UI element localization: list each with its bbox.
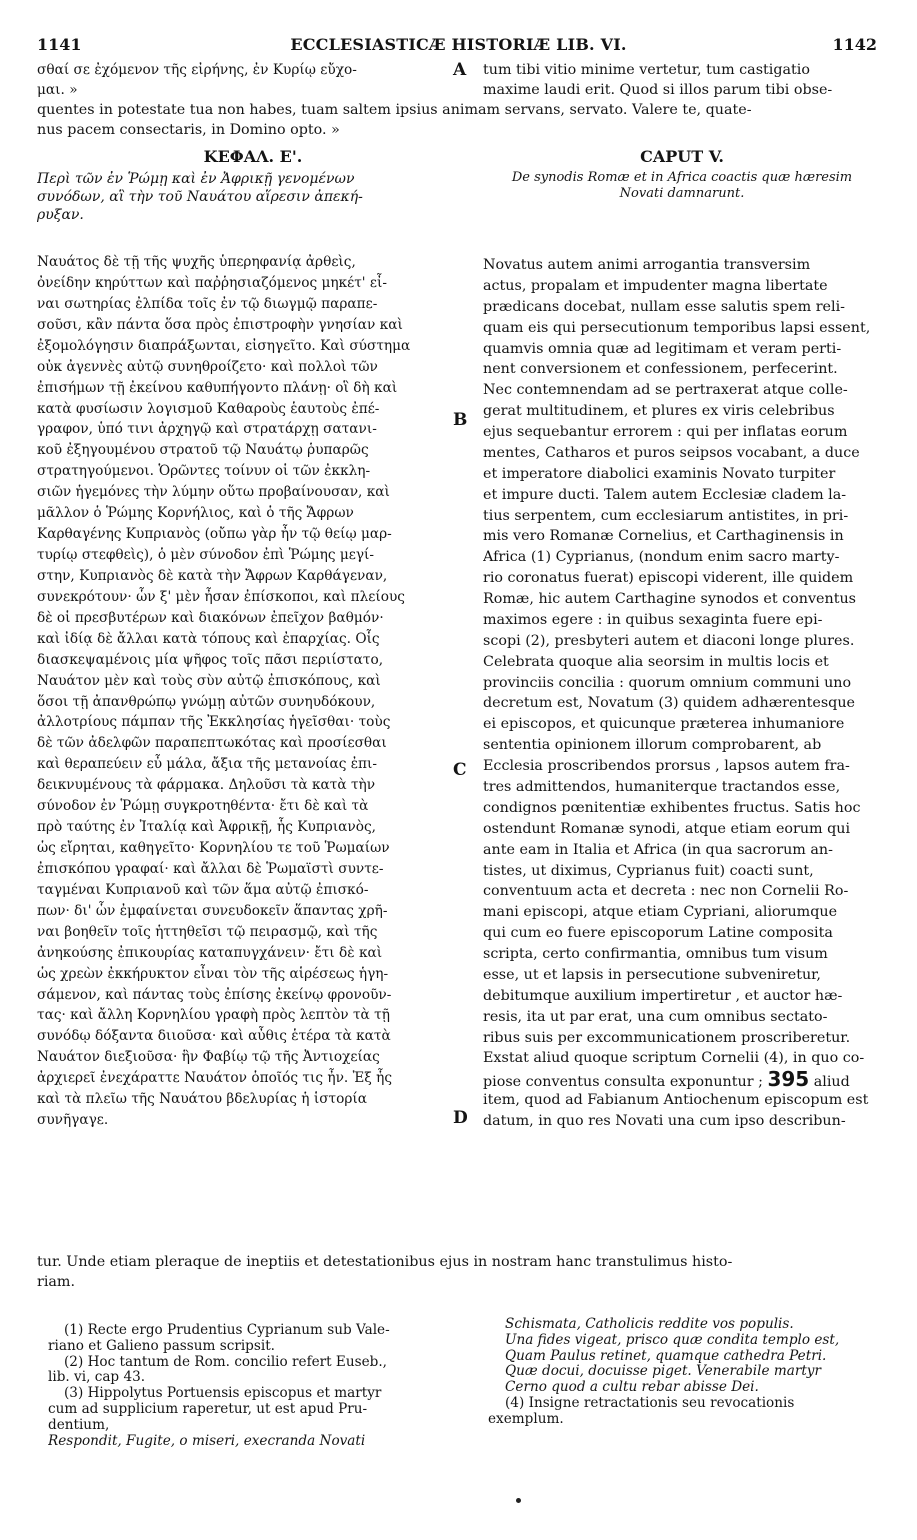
greek-body-line: σύνοδον ἐν Ῥώμῃ συγκροτηθέντα· ἔτι δὲ καὶ τὰ — [37, 798, 369, 814]
greek-body-line: ἀνηκούσης ἐπικουρίας καταπυγχάνειν· ἔτι δὲ καὶ — [37, 945, 383, 961]
margin-letter: A — [453, 60, 467, 80]
greek-body-line: δὲ οἱ πρεσβυτέρων καὶ διακόνων ἐπεῖχον βαθμόν· — [37, 610, 384, 626]
footnote-right-line: Una fides vigeat, prisco quæ condita templo est, — [505, 1332, 840, 1348]
latin-body-line: nent conversionem et confessionem, perfecerint. — [483, 361, 838, 377]
greek-body-line: ἀλλοτρίους πάμπαν τῆς Ἐκκλησίας ἡγεῖσθαι· τοὺς — [37, 714, 391, 730]
footnote-left-line: lib. vi, cap 43. — [48, 1369, 146, 1385]
greek-body-line: ἐπισήμων τῇ ἐκείνου καθυπήγοντο πλάνῃ· οἳ δὴ καὶ — [37, 380, 398, 396]
footnote-right-line: Cerno quod a cultu rebar abisse Dei. — [505, 1379, 759, 1395]
latin-body-line: Celebrata quoque alia seorsim in multis locis et — [483, 654, 829, 670]
greek-body-line: κατὰ φυσίωσιν λογισμοῦ Καθαροὺς ἑαυτοὺς ἐπέ- — [37, 401, 380, 417]
greek-body-line: ἐπισκόπου γραφαί· καὶ ἄλλαι δὲ Ῥωμαϊστὶ συντε- — [37, 861, 384, 877]
latin-body-line: tres admittendos, humaniterque tractandos esse, — [483, 779, 841, 795]
greek-body-line: ὀνείδην κηρύττων καὶ παῤῥησιαζόμενος μηκέτ' εἶ- — [37, 275, 387, 291]
latin-body-line: scripta, certo confirmantia, omnibus tum visum — [483, 946, 828, 962]
latin-chapter-subtitle: Novati damnarunt. — [619, 186, 745, 201]
footnote-right-line: exemplum. — [488, 1411, 564, 1427]
latin-body-line: tius serpentem, cum ecclesiarum antistites, in pri- — [483, 508, 849, 524]
latin-body-line: sententia opinionem illorum comprobarent, ab — [483, 737, 822, 753]
full-width-line: quentes in potestate tua non habes, tuam saltem ipsius animam servans, servato. Valere te, quate- — [37, 102, 752, 118]
latin-body-line: quamvis omnia quæ ad legitimam et veram perti- — [483, 341, 842, 357]
right-page-number: 1142 — [832, 35, 877, 54]
latin-body-line: et impure ducti. Talem autem Ecclesiæ cladem la- — [483, 487, 847, 503]
latin-chapter-title: CAPUT V. — [640, 147, 724, 166]
latin-body-line: debitumque auxilium impertiretur , et auctor hæ- — [483, 988, 843, 1004]
latin-body-line: ejus sequebantur errorem : qui per inflatas eorum — [483, 424, 848, 440]
latin-body-text-tail: aliud — [813, 1074, 850, 1090]
footnote-right-line: Quæ docui, docuisse piget. Venerabile martyr — [505, 1363, 821, 1379]
margin-letter: D — [453, 1108, 468, 1128]
latin-body-line: conventuum acta et decreta : nec non Cornelii Ro- — [483, 883, 849, 899]
latin-body-line: Africa (1) Cyprianus, (nondum enim sacro marty- — [483, 549, 840, 565]
latin-body-line — [483, 1069, 881, 1092]
greek-body-line: οὐκ ἀγεννὲς αὐτῷ συνηθροίζετο· καὶ πολλοὶ τῶν — [37, 359, 378, 375]
latin-body-line: Nec contemnendam ad se pertraxerat atque colle- — [483, 382, 848, 398]
greek-body-line: Ναυάτον μὲν καὶ τοὺς σὺν αὐτῷ ἐπισκόπους, καὶ — [37, 673, 381, 689]
footnote-left-line: cum ad supplicium raperetur, ut est apud Pru- — [48, 1401, 368, 1417]
footnote-right-line: Schismata, Catholicis reddite vos populis. — [505, 1316, 794, 1332]
latin-body-line: actus, propalam et impudenter magna libertate — [483, 278, 828, 294]
greek-body-line: δεικνυμένους τὰ φάρμακα. Δηλοῦσι τὰ κατὰ τὴν — [37, 777, 376, 793]
greek-body-line: Καρθαγένης Κυπριανὸς (οὔπω γὰρ ἦν τῷ θείῳ μαρ- — [37, 526, 392, 542]
ornament-dot — [516, 1498, 521, 1503]
greek-body-line: ὡς εἴρηται, καθηγεῖτο· Κορνηλίου τε τοῦ Ῥωμαίων — [37, 840, 390, 856]
latin-body-line: Romæ, hic autem Carthagine synodos et conventus — [483, 591, 857, 607]
latin-body-line: rio coronatus fuerat) episcopi viderent, ille quidem — [483, 570, 854, 586]
greek-body-line: ἀρχιερεῖ ἐνεχάραττε Ναυάτον ὁποῖός τις ἦν. Ἐξ ἧς — [37, 1070, 393, 1086]
latin-body-line: ribus suis per excommunicationem proscriberetur. — [483, 1030, 851, 1046]
greek-body-line: ἐξομολόγησιν διαπράξωνται, εἰσηγεῖτο. Καὶ σύστημα — [37, 338, 411, 354]
latin-body-line: mani episcopi, atque etiam Cypriani, aliorumque — [483, 904, 838, 920]
greek-body-line: ναι σωτηρίας ἐλπίδα τοῖς ἐν τῷ διωγμῷ παραπε- — [37, 296, 378, 312]
footnote-left-line: (3) Hippolytus Portuensis episcopus et martyr — [64, 1385, 382, 1401]
greek-body-line: δὲ τῶν ἀδελφῶν παραπεπτωκότας καὶ προσίεσθαι — [37, 735, 387, 751]
edition-page-number: 395 — [767, 1069, 810, 1091]
footnote-left-line: riano et Galieno passum scripsit. — [48, 1338, 275, 1354]
greek-chapter-subtitle: Περὶ τῶν ἐν Ῥώμῃ καὶ ἐν Ἀφρικῇ γενομένων — [37, 171, 355, 187]
latin-body-text: piose conventus consulta exponuntur ; — [483, 1074, 763, 1090]
latin-body-line: ostendunt Romanæ synodi, atque etiam eorum qui — [483, 821, 851, 837]
latin-body-line: quam eis qui persecutionum temporibus lapsi essent, — [483, 320, 871, 336]
greek-body-line: γραφον, ὑπό τινι ἀρχηγῷ καὶ στρατάρχῃ σατανι- — [37, 421, 377, 437]
closing-line: riam. — [37, 1274, 76, 1290]
greek-chapter-subtitle: ρυξαν. — [37, 207, 84, 223]
footnote-right-line: (4) Insigne retractationis seu revocationis — [505, 1395, 795, 1411]
greek-body-line: πων· δι' ὧν ἐμφαίνεται συνευδοκεῖν ἅπαντας χρῆ- — [37, 903, 388, 919]
greek-body-line: τυρίῳ στεφθεὶς), ὁ μὲν σύνοδον ἐπὶ Ῥώμης μεγί- — [37, 547, 375, 563]
footnote-left-line: dentium, — [48, 1417, 110, 1433]
greek-body-line: τας· καὶ ἄλλη Κορνηλίου γραφὴ πρὸς λεπτὸν τὰ τῇ — [37, 1007, 390, 1023]
greek-body-line: ὅσοι τῇ ἀπανθρώπῳ γνώμῃ αὐτῶν συνηυδόκουν, — [37, 694, 376, 710]
greek-body-line: Ναυάτος δὲ τῇ τῆς ψυχῆς ὑπερηφανίᾳ ἀρθεὶς, — [37, 254, 356, 270]
latin-top-line: maxime laudi erit. Quod si illos parum tibi obse- — [483, 82, 833, 98]
latin-body-line: gerat multitudinem, et plures ex viris celebribus — [483, 403, 835, 419]
greek-body-line: καὶ θεραπεύειν εὖ μάλα, ἄξια τῆς μετανοίας ἐπι- — [37, 756, 378, 772]
greek-body-line: Ναυάτον διεξιοῦσα· ἣν Φαβίῳ τῷ τῆς Ἀντιοχείας — [37, 1049, 380, 1065]
latin-body-line: decretum est, Novatum (3) quidem adhærentesque — [483, 695, 856, 711]
greek-body-line: συνεκρότουν· ὧν ξ' μὲν ἦσαν ἐπίσκοποι, καὶ πλείους — [37, 589, 405, 605]
footnote-left-line: (2) Hoc tantum de Rom. concilio refert Euseb., — [64, 1354, 387, 1370]
running-title: ECCLESIASTICÆ HISTORIÆ LIB. VI. — [290, 35, 627, 54]
latin-body-line: qui cum eo fuere episcoporum Latine composita — [483, 925, 833, 941]
footnote-left-line: (1) Recte ergo Prudentius Cyprianum sub Vale- — [64, 1322, 390, 1338]
latin-body-line: Novatus autem animi arrogantia transversim — [483, 257, 811, 273]
greek-body-line: μᾶλλον ὁ Ῥώμης Κορνήλιος, καὶ ὁ τῆς Ἄφρων — [37, 505, 354, 521]
left-page-number: 1141 — [37, 35, 82, 54]
latin-body-line: scopi (2), presbyteri autem et diaconi longe plures. — [483, 633, 855, 649]
greek-body-line: διασκεψαμένοις μία ψῆφος τοῖς πᾶσι περιίστατο, — [37, 652, 384, 668]
latin-body-line: condignos pœnitentiæ exhibentes fructus. Satis hoc — [483, 800, 861, 816]
latin-body-line: mis vero Romanæ Cornelius, et Carthaginensis in — [483, 528, 844, 544]
greek-body-line: στην, Κυπριανὸς δὲ κατὰ τὴν Ἄφρων Καρθάγεναν, — [37, 568, 388, 584]
latin-body-line: provinciis concilia : quorum omnium communi uno — [483, 675, 852, 691]
latin-body-line: datum, in quo res Novati una cum ipso describun- — [483, 1113, 846, 1129]
footnote-left-line: Respondit, Fugite, o miseri, execranda Novati — [48, 1433, 366, 1449]
latin-body-line: ante eam in Italia et Africa (in qua sacrorum an- — [483, 842, 833, 858]
latin-body-line: item, quod ad Fabianum Antiochenum episcopum est — [483, 1092, 869, 1108]
greek-body-line: σιῶν ἡγεμόνες τὴν λύμην οὕτω προβαίνουσαν, καὶ — [37, 484, 390, 500]
closing-line: tur. Unde etiam pleraque de ineptiis et detestationibus ejus in nostram hanc transtulimus histo- — [37, 1254, 733, 1270]
greek-body-line: κοῦ ἐξηγουμένου στρατοῦ τῷ Ναυάτῳ ῥυπαρῶς — [37, 442, 369, 458]
greek-body-line: συνῆγαγε. — [37, 1112, 109, 1128]
latin-body-line: Exstat aliud quoque scriptum Cornelii (4), in quo co- — [483, 1050, 865, 1066]
greek-chapter-subtitle: συνόδων, αἳ τὴν τοῦ Ναυάτου αἵρεσιν ἀπεκή- — [37, 189, 363, 205]
full-width-line: nus pacem consectaris, in Domino opto. » — [37, 122, 340, 138]
greek-body-line: σάμενον, καὶ πάντας τοὺς ἐπίσης ἐκείνῳ φρονοῦν- — [37, 987, 392, 1003]
latin-chapter-subtitle: De synodis Romæ et in Africa coactis quæ hæresim — [511, 170, 853, 185]
greek-body-line: καὶ τὰ πλεῖω τῆς Ναυάτου βδελυρίας ἡ ἱστορία — [37, 1091, 368, 1107]
margin-letter: B — [453, 410, 468, 430]
latin-top-line: tum tibi vitio minime vertetur, tum castigatio — [483, 62, 810, 78]
greek-top-line: μαι. » — [37, 82, 78, 98]
greek-body-line: καὶ ἰδίᾳ δὲ ἄλλαι κατὰ τόπους καὶ ἐπαρχίας. Οἷς — [37, 631, 380, 647]
latin-body-line: esse, ut et lapsis in persecutione subveniretur, — [483, 967, 821, 983]
greek-body-line: ναι βοηθεῖν τοῖς ἡττηθεῖσι τῷ πειρασμῷ, καὶ τῆς — [37, 924, 378, 940]
footnote-right-line: Quam Paulus retinet, quamque cathedra Petri. — [505, 1348, 827, 1364]
greek-body-line: ταγμέναι Κυπριανοῦ καὶ τῶν ἅμα αὐτῷ ἐπισκό- — [37, 882, 369, 898]
greek-body-line: συνόδῳ δόξαντα διιοῦσα· καὶ αὖθις ἑτέρα τὰ κατὰ — [37, 1028, 391, 1044]
greek-body-line: σοῦσι, κἂν πάντα ὅσα πρὸς ἐπιστροφὴν γνησίαν καὶ — [37, 317, 403, 333]
latin-body-line: ei episcopos, et quicunque præterea inhumaniore — [483, 716, 845, 732]
latin-body-line: Ecclesia proscribendos prorsus , lapsos autem fra- — [483, 758, 850, 774]
latin-body-line: prædicans docebat, nullam esse salutis spem reli- — [483, 299, 845, 315]
greek-body-line: ὡς χρεὼν ἐκκήρυκτον εἶναι τὸν τῆς αἱρέσεως ἡγη- — [37, 966, 389, 982]
greek-body-line: στρατηγούμενοι. Ὁρῶντες τοίνυν οἱ τῶν ἐκκλη- — [37, 463, 371, 479]
greek-top-line: σθαί σε ἐχόμενον τῆς εἰρήνης, ἐν Κυρίῳ εὔχο- — [37, 62, 357, 78]
latin-body-line: mentes, Catharos et puros seipsos vocabant, a duce — [483, 445, 860, 461]
greek-chapter-title: ΚΕΦΑΛ. Ε'. — [203, 147, 303, 166]
latin-body-line: maximos egere : in quibus sexaginta fuere epi- — [483, 612, 823, 628]
latin-body-line: et imperatore diabolici examinis Novato turpiter — [483, 466, 836, 482]
greek-body-line: πρὸ ταύτης ἐν Ἰταλίᾳ καὶ Ἀφρικῇ, ἧς Κυπριανὸς, — [37, 819, 377, 835]
margin-letter: C — [453, 760, 467, 780]
latin-body-line: tistes, ut diximus, Cyprianus fuit) coacti sunt, — [483, 863, 814, 879]
latin-body-line: resis, ita ut par erat, una cum omnibus sectato- — [483, 1009, 828, 1025]
